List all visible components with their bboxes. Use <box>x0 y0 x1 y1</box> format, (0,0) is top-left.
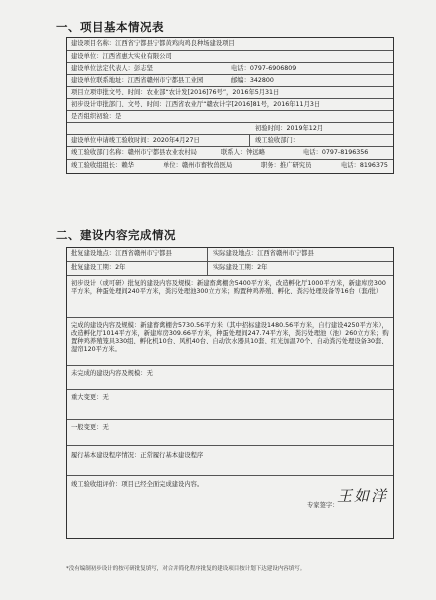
org-label: 是否组织初验： <box>71 113 116 120</box>
conclusion-text: 竣工验收组评价：项目已经全面完成建设内容。 <box>71 481 204 488</box>
procedure-text: 履行基本建设程序情况：正常履行基本建设程序 <box>71 452 204 459</box>
footnote: *没有编制初步设计的按可研批复填写，对合并简化程序批复的建设项目按计划下达建设内容填写。 <box>66 566 306 572</box>
unit-row <box>67 51 393 63</box>
loc-label: 批复建设地点： <box>71 250 116 257</box>
general-change-value: 无 <box>102 424 109 431</box>
apply-divider <box>249 135 250 146</box>
initial-date-row <box>67 123 393 135</box>
period-label: 批复建设工期： <box>71 264 116 271</box>
unfinished-row <box>67 366 393 390</box>
general-change-row <box>67 420 393 446</box>
design-row <box>67 276 393 318</box>
initial-date-label: 初验时间： <box>255 125 287 132</box>
address-label: 建设单位联系地址： <box>71 77 128 84</box>
phone-cell <box>227 63 300 74</box>
title-label: 职务： <box>261 162 280 169</box>
major-change-value: 无 <box>102 394 109 401</box>
section-heading-basic-info: 一、项目基本情况表 <box>56 20 164 34</box>
address-row <box>67 75 393 87</box>
dept-cell <box>251 135 303 146</box>
conclusion-row <box>67 476 393 538</box>
period-divider <box>207 262 208 275</box>
design-text: 初步设计（或可研）批复的建设内容及规模：新建畜禽棚舍5400平方米，改造孵化厅1000平方米，新建库房300平方米，种蛋处理间240平方米，粪污处理池300立方米；购置种鸡养殖、孵化、粪污处理设备等16台（套/批） <box>71 280 386 295</box>
major-change-label: 重大变更： <box>71 394 103 401</box>
location-row <box>67 248 393 262</box>
phone3-value: 8196375 <box>359 162 388 169</box>
project-name: 建设项目名称：江西省宁都县宁都黄鸡肉鸡良种场建设项目 <box>71 40 235 47</box>
basic-info-table <box>66 37 394 174</box>
loc-value: 江西省赣州市宁都县 <box>115 250 172 257</box>
handwritten-signature: 王如洋 <box>337 487 389 505</box>
leader-label: 竣工验收组组长： <box>71 162 122 169</box>
leader-unit-cell <box>159 160 236 173</box>
legal-row <box>67 63 393 75</box>
contact-cell <box>217 147 269 159</box>
phone-value: 0797-6906809 <box>249 65 297 72</box>
leader-unit-label: 单位： <box>163 162 182 169</box>
period-row <box>67 262 393 276</box>
approval-text: 项目立项审批文号、时间：农业部“农计发[2016]76号”，2016年5月31日 <box>71 89 280 96</box>
zip-value: 342800 <box>249 77 274 84</box>
procedure-row <box>67 446 393 476</box>
title-cell <box>257 160 315 173</box>
leader-row <box>67 160 393 173</box>
zip-cell <box>227 75 278 86</box>
dept-name-row <box>67 147 393 160</box>
initial-date-value: 2019年12月 <box>286 125 324 132</box>
phone2-value: 0797-8196356 <box>321 149 369 156</box>
period-value: 2年 <box>115 264 126 271</box>
phone2-label: 电话： <box>303 149 322 156</box>
unit-value: 江西省惠大实业有限公司 <box>102 53 172 60</box>
actual-period-value: 2年 <box>257 264 268 271</box>
apply-row <box>67 135 393 147</box>
contact-value: 钟远略 <box>246 149 266 156</box>
contact-label: 联系人： <box>221 149 247 156</box>
dept-name-value: 赣州市宁都县农业农村局 <box>127 149 197 156</box>
general-change-label: 一般变更： <box>71 424 103 431</box>
zip-label: 邮编： <box>231 77 250 84</box>
apply-label: 建设单位申请竣工验收时间： <box>71 137 153 144</box>
unfinished-value: 无 <box>146 370 153 377</box>
completed-row <box>67 318 393 366</box>
phone2-cell <box>299 147 372 159</box>
phone3-label: 电话： <box>341 162 360 169</box>
actual-loc-cell <box>209 248 318 261</box>
legal-label: 建设单位法定代表人： <box>71 65 134 72</box>
actual-period-label: 实际建设工期： <box>213 264 258 271</box>
dept-name-label: 竣工验收部门名称： <box>71 149 128 156</box>
construction-table <box>66 247 394 539</box>
signature-label: 专家签字： <box>307 502 339 509</box>
phone3-cell <box>337 160 392 173</box>
actual-loc-value: 江西省赣州市宁都县 <box>257 250 314 257</box>
major-change-row <box>67 390 393 420</box>
apply-value: 2020年4月27日 <box>152 137 200 144</box>
unfinished-label: 未完成的建设内容及规模： <box>71 370 147 377</box>
title-value: 推广研究员 <box>279 162 312 169</box>
dept-label: 竣工验收部门： <box>255 137 300 144</box>
org-row <box>67 111 393 123</box>
actual-loc-label: 实际建设地点： <box>213 250 258 257</box>
initial-date-cell <box>251 123 327 134</box>
prelim-row <box>67 99 393 111</box>
unit-label: 建设单位： <box>71 53 103 60</box>
project-name-row <box>67 38 393 51</box>
legal-value: 彭志坚 <box>133 65 153 72</box>
address-value: 江西省赣州市宁都县工业园 <box>127 77 204 84</box>
location-divider <box>207 248 208 261</box>
phone-label: 电话： <box>231 65 250 72</box>
leader-unit-value: 赣州市畜牧兽医局 <box>181 162 233 169</box>
completed-text: 完成的建设内容及规模：新建畜禽棚舍5730.56平方米（其中招标建设1480.56平方米，自行建设4250平方米），改造孵化厅1014平方米，新建库房309.66平方米，种蛋处理间247.74平方米，粪污处理池（池）260立方米；购置种鸡养殖笼具330组、孵化机10台、风机40台、自动饮水器具10套、红光加温70个、自动粪污处理设备30套、湿帘120平方米。 <box>71 322 389 353</box>
prelim-text: 初步设计审批部门、文号、时间：江西省农业厅“赣农计字[2016]81号，2016年11月3日 <box>71 101 321 108</box>
section-heading-construction: 二、建设内容完成情况 <box>56 228 176 242</box>
org-value: 是 <box>115 113 122 120</box>
approval-row <box>67 87 393 99</box>
leader-value: 赖华 <box>121 162 134 169</box>
actual-period-cell <box>209 262 271 275</box>
